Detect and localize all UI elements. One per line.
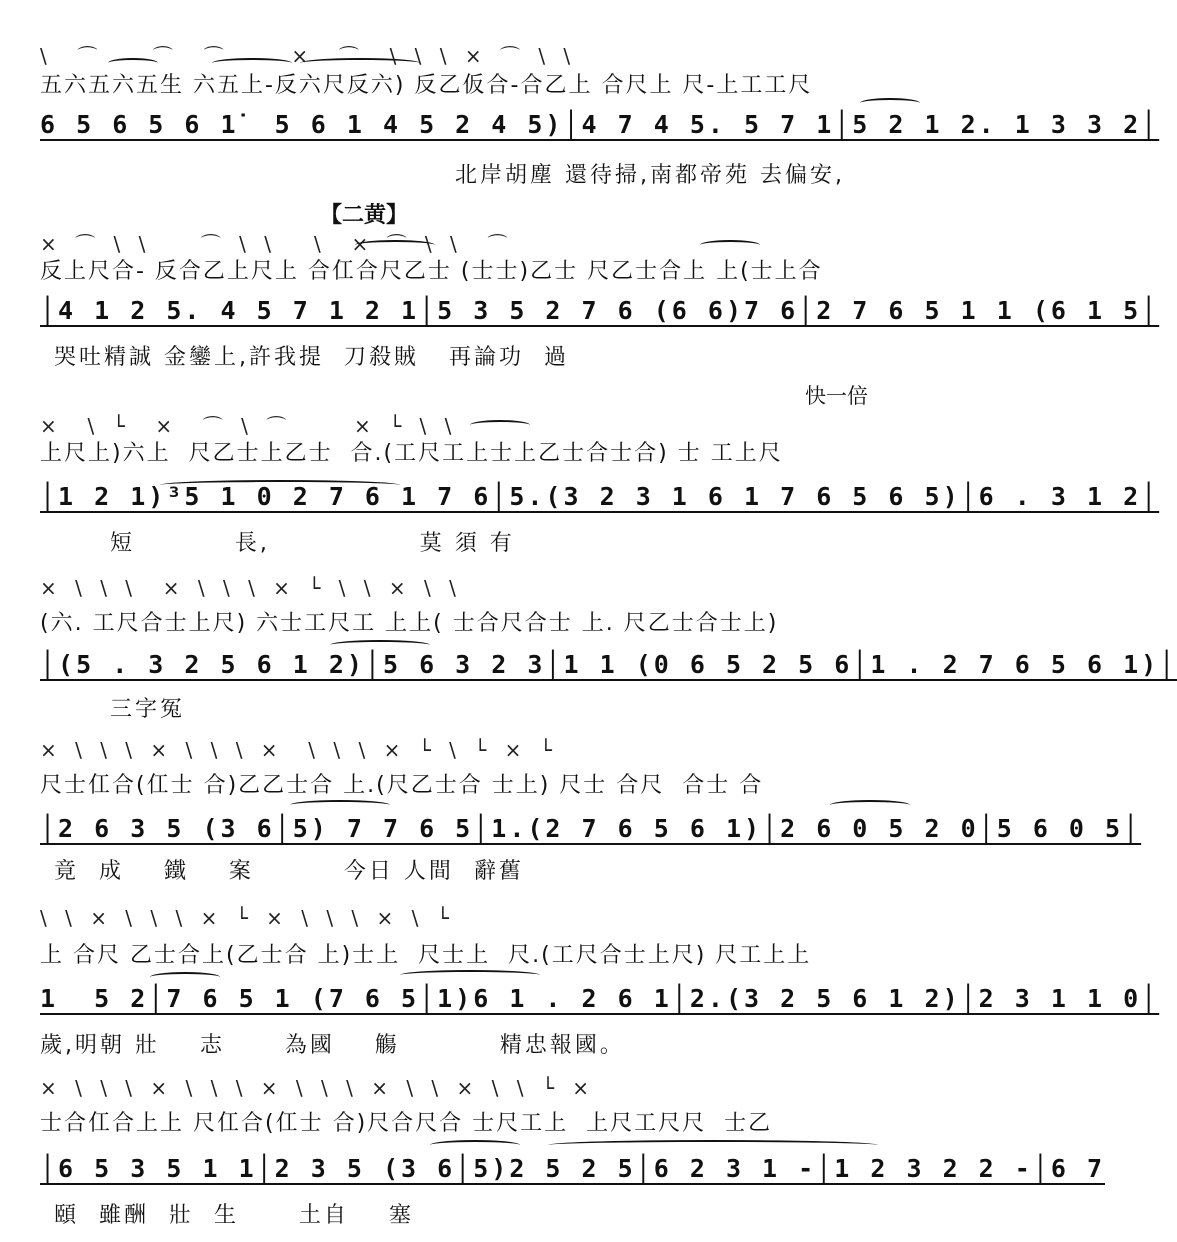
slur-mark — [160, 480, 400, 490]
lyrics-line: 歲,明朝 壯 志 為國 觴 精忠報國。 — [40, 1033, 625, 1058]
jianpu-notation: │6 5 3 5 1 1│2 3 5 (3 6│5)2 5 2 5│6 2 3 1 -│1 2 3 2 2 -│6 7 — [40, 1154, 1106, 1183]
jianpu-notation: 6 5 6 5 6 1̇ 5 6 1 4 5 2 4 5)│4 7 4 5. 5 7 1│5 2 1 2. 1 3 3 2│ — [40, 110, 1160, 139]
lyrics-line: 哭吐精誠 金鑾上,許我提 刀殺賊 再論功 過 — [54, 345, 569, 370]
system-7 — [40, 1076, 1106, 1242]
slur-mark — [108, 58, 158, 68]
slur-mark — [860, 98, 920, 108]
slur-mark — [470, 420, 530, 430]
system-1 — [40, 40, 1160, 190]
gongche-notation: 五六五六五生 六五上-反六尺反六) 反乙仮合-合乙上 合尺上 尺-上工工尺 — [40, 73, 813, 98]
tempo-marking: 快一倍 — [805, 384, 868, 408]
slur-mark — [212, 58, 292, 68]
gongche-notation: 尺士仜合(仜士 合)乙乙士合 上.(尺乙士合 士上) 尺士 合尺 合士 合 — [40, 773, 764, 798]
section-heading: 【二黄】 — [320, 203, 409, 228]
slur-mark — [355, 240, 435, 250]
system-3 — [40, 378, 1160, 568]
jianpu-notation: 1 5 2│7 6 5 1 (7 6 5│1)6 1 . 2 6 1│2.(3 2 5 6 1 2)│2 3 1 1 0│ — [40, 984, 1160, 1013]
slur-mark — [330, 640, 430, 650]
slur-mark — [830, 800, 910, 810]
system-2 — [40, 190, 1160, 380]
jianpu-notation: │1 2 1)³5 1 0 2 7 6 1 7 6│5.(3 2 3 1 6 1 7 6 5 6 5)│6 . 3 1 2│ — [40, 482, 1160, 511]
slur-mark — [430, 1140, 520, 1150]
system-5 — [40, 738, 1142, 888]
lyrics-line: 三字冤 — [40, 697, 185, 722]
ornament-marks: × \ \ \ × \ \ \ × \ \ \ × \ \ × \ \ └ × — [40, 1076, 595, 1100]
ornament-marks: × \ \ \ × \ \ \ × \ \ \ × └ \ └ × └ — [40, 738, 558, 762]
slur-mark — [290, 800, 390, 810]
gongche-notation: (六. 工尺合士上尺) 六士工尺工 上上( 士合尺合士 上. 尺乙士合士上) — [40, 611, 779, 636]
slur-mark — [548, 1140, 878, 1150]
gongche-notation: 上 合尺 乙士合上(乙士合 上)士上 尺士上 尺.(工尺合士上尺) 尺工上上 — [40, 943, 812, 968]
ornament-marks: \ \ × \ \ \ × └ × \ \ \ × \ └ — [40, 906, 455, 930]
gongche-notation: 士合仜合上上 尺仜合(仜士 合)尺合尺合 士尺工上 上尺工尺尺 士乙 — [40, 1111, 773, 1136]
ornament-marks: \ ⌒ ⌒ ⌒ × ⌒ \ \ \ × ⌒ \ \ — [40, 44, 577, 68]
lyrics-line: 頤 雖酬 壯 生 土自 塞 — [54, 1203, 414, 1228]
system-4 — [40, 576, 1177, 726]
slur-mark — [400, 970, 540, 980]
slur-mark — [700, 240, 760, 250]
ornament-marks: × \ \ \ × \ \ \ × └ \ \ × \ \ — [40, 576, 462, 600]
jianpu-notation: │4 1 2 5. 4 5 7 1 2 1│5 3 5 2 7 6 (6 6)7 6│2 7 6 5 1 1 (6 1 5│ — [40, 296, 1160, 325]
lyrics-line: 竟 成 鐵 案 今日 人間 辭舊 — [54, 859, 524, 884]
slur-mark — [150, 972, 220, 982]
gongche-notation: 上尺上)六上 尺乙士上乙士 合.(工尺工上士上乙士合士合) 士 工上尺 — [40, 441, 783, 466]
slur-mark — [300, 58, 420, 68]
jianpu-notation: │2 6 3 5 (3 6│5) 7 7 6 5│1.(2 7 6 5 6 1)│2 6 0 5 2 0│5 6 0 5│ — [40, 814, 1142, 843]
jianpu-notation: │(5 . 3 2 5 6 1 2)│5 6 3 2 3│1 1 (0 6 5 2 5 6│1 . 2 7 6 5 6 1)│ — [40, 650, 1177, 679]
ornament-marks: × \ └ × ⌒ \ ⌒ × └ \ \ — [40, 414, 458, 438]
ornament-marks: × ⌒ \ \ ⌒ \ \ \ × ⌒ \ \ ⌒ — [40, 232, 514, 256]
lyrics-line: 短 長, 莫 須 有 — [40, 531, 515, 556]
lyrics-line: 北岸胡塵 還待掃,南都帝苑 去偏安, — [455, 163, 845, 188]
gongche-notation: 反上尺合- 反合乙上尺上 合仜合尺乙士 (士士)乙士 尺乙士合上 上(士上合 — [40, 259, 823, 284]
